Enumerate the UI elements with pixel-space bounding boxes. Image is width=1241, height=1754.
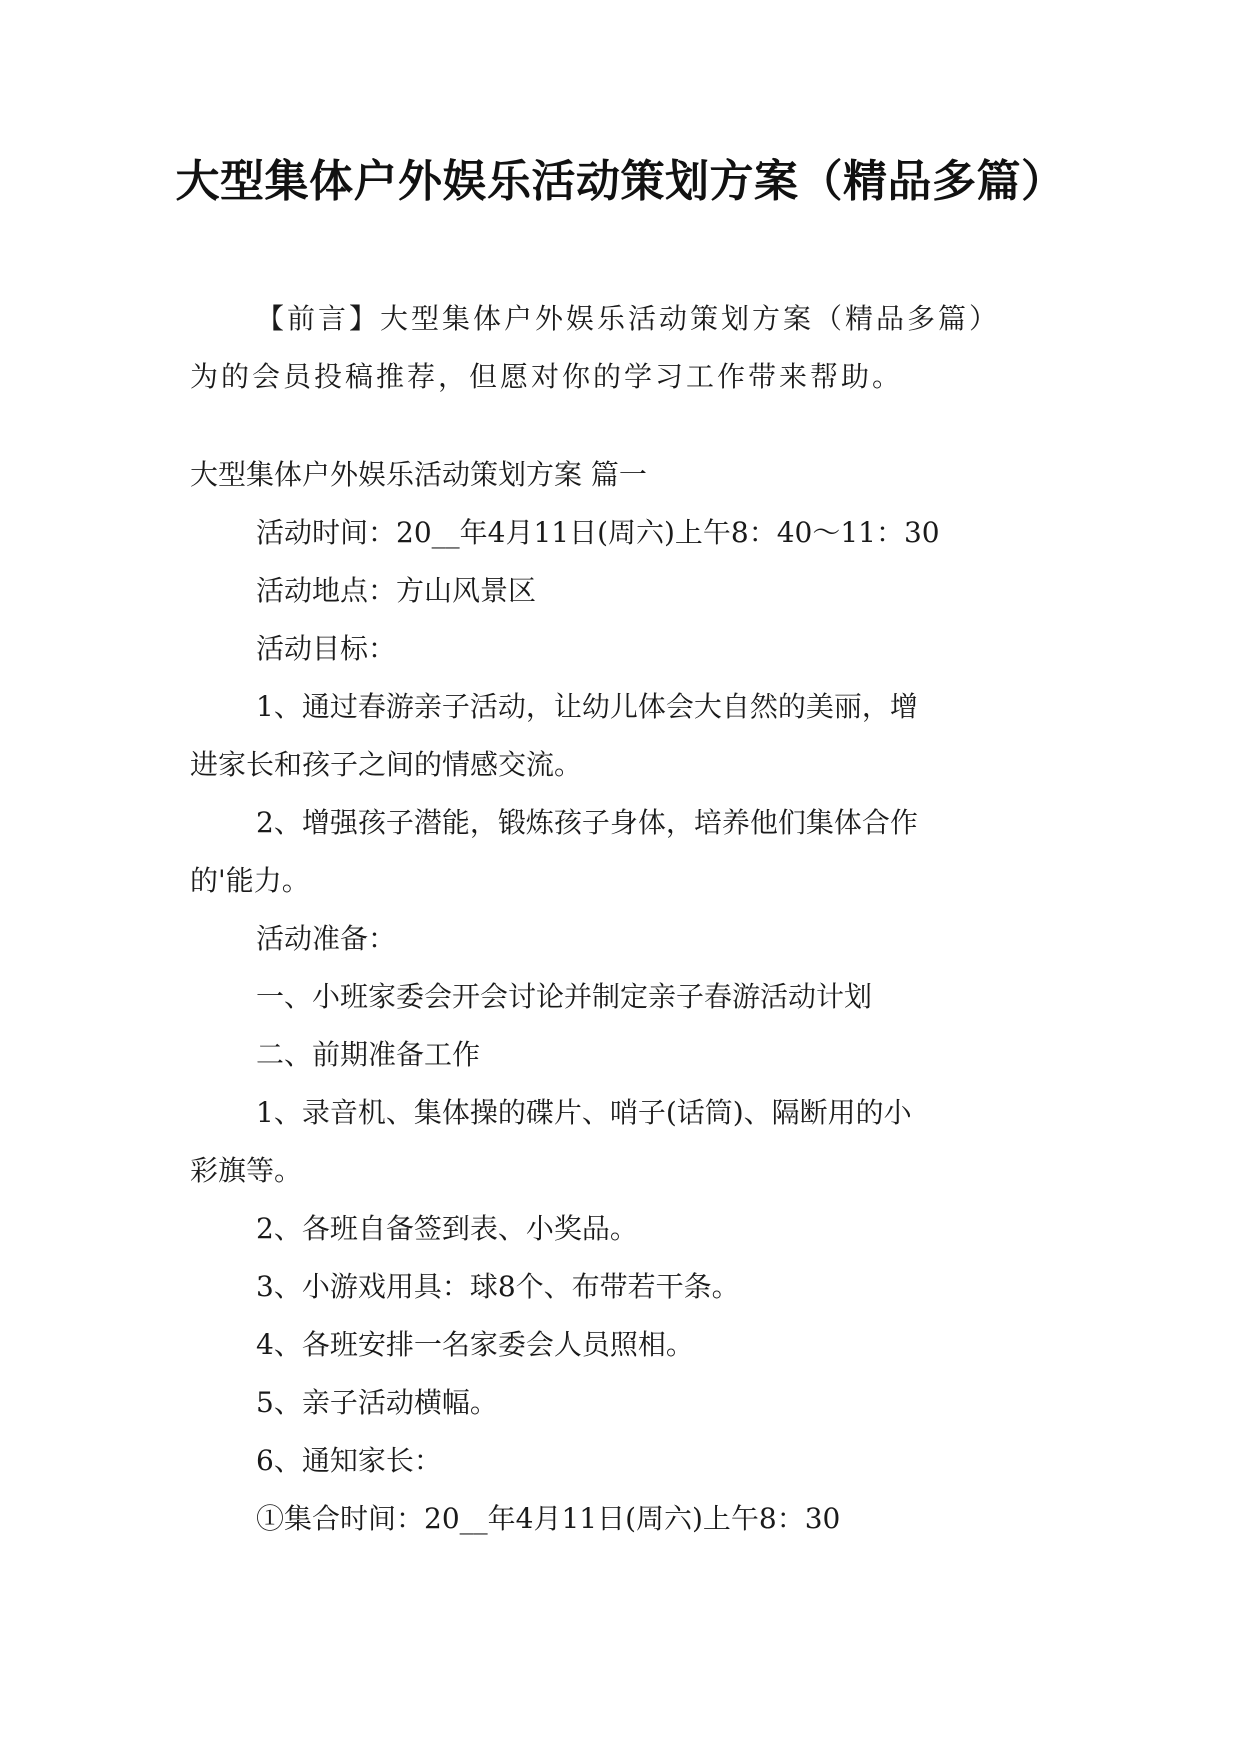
goal-2-line-2: 的'能力。 (190, 864, 310, 897)
prep-item-2: 2、各班自备签到表、小奖品。 (256, 1212, 638, 1245)
notice-item-1: ①集合时间：20__年4月11日(周六)上午8：30 (256, 1502, 841, 1535)
prep-item-5: 5、亲子活动横幅。 (256, 1386, 498, 1419)
prep-label: 活动准备： (256, 922, 397, 955)
goal-2-line-1: 2、增强孩子潜能，锻炼孩子身体，培养他们集体合作 (256, 806, 918, 839)
document-body (190, 290, 1050, 1548)
prep-step-1: 一、小班家委会开会讨论并制定亲子春游活动计划 (256, 980, 873, 1013)
prep-item-1-line-2: 彩旗等。 (190, 1154, 303, 1187)
document-title: 大型集体户外娱乐活动策划方案（精品多篇） (175, 156, 1066, 207)
paragraph-spacer (190, 406, 1050, 446)
activity-place: 活动地点：方山风景区 (256, 574, 537, 607)
prep-step-2: 二、前期准备工作 (256, 1038, 481, 1071)
section-heading: 大型集体户外娱乐活动策划方案 篇一 (190, 458, 647, 491)
prep-item-3: 3、小游戏用具：球8个、布带若干条。 (256, 1270, 740, 1303)
activity-time: 活动时间：20__年4月11日(周六)上午8：40～11：30 (256, 516, 940, 549)
goal-1-line-2: 进家长和孩子之间的情感交流。 (190, 748, 583, 781)
goal-1-line-1: 1、通过春游亲子活动，让幼儿体会大自然的美丽，增 (256, 690, 918, 723)
prep-item-1-line-1: 1、录音机、集体操的碟片、哨子(话筒)、隔断用的小 (256, 1096, 912, 1129)
preface-line-1: 【前言】大型集体户外娱乐活动策划方案（精品多篇） (256, 302, 1001, 335)
prep-item-4: 4、各班安排一名家委会人员照相。 (256, 1328, 694, 1361)
goal-label: 活动目标： (256, 632, 397, 665)
preface-line-2: 为的会员投稿推荐，但愿对你的学习工作带来帮助。 (190, 360, 904, 393)
prep-item-6: 6、通知家长： (256, 1444, 442, 1477)
